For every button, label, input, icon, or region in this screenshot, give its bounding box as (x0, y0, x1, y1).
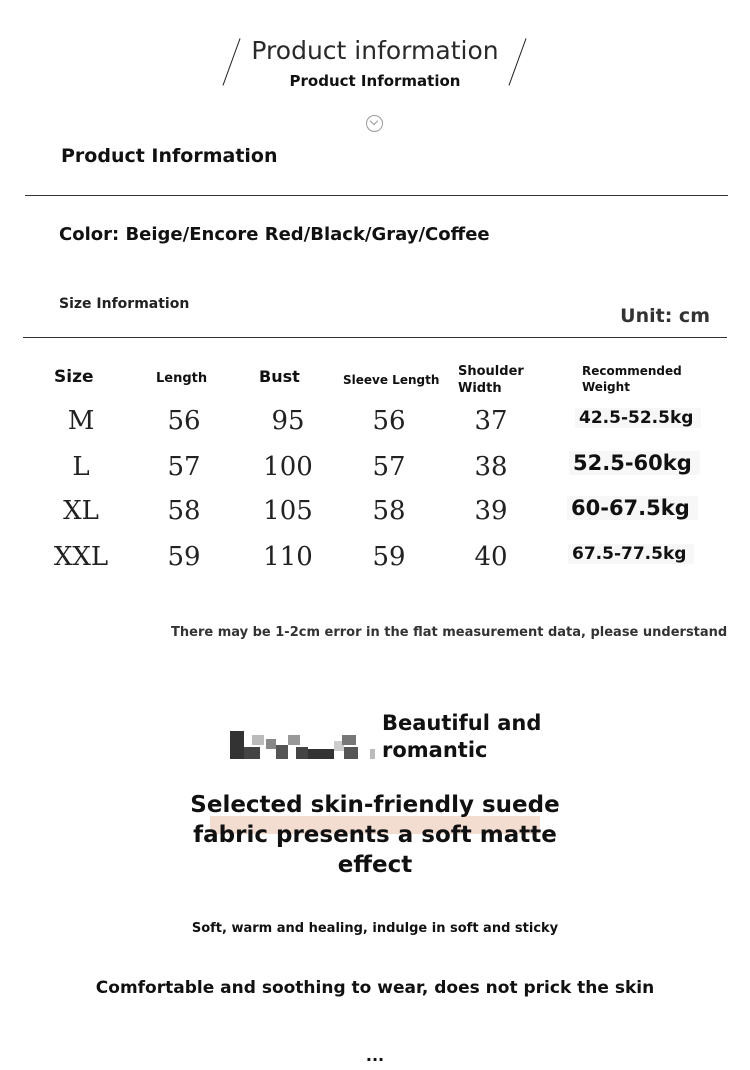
cell-weight: 60-67.5kg (567, 496, 698, 520)
ellipsis: ... (365, 1046, 385, 1065)
divider (25, 195, 728, 196)
section-heading: Product Information (61, 145, 278, 167)
cell-weight: 67.5-77.5kg (568, 544, 694, 564)
cell-bust: 100 (263, 452, 313, 482)
cell-weight: 52.5-60kg (569, 451, 700, 475)
cell-sleeve: 59 (372, 542, 406, 572)
cell-sleeve: 57 (372, 452, 406, 482)
cell-size: L (72, 452, 90, 482)
color-options: Color: Beige/Encore Red/Black/Gray/Coffee (59, 224, 490, 245)
page-title: Product information (251, 36, 499, 65)
column-header-sleeve-length: Sleeve Length (343, 373, 440, 387)
comfort-line: Comfortable and soothing to wear, does not prick the skin (95, 978, 655, 998)
feature-headline: Selected skin-friendly suede fabric presents a soft matte effect (190, 792, 560, 878)
cell-shoulder: 39 (474, 496, 508, 526)
cell-weight: 42.5-52.5kg (575, 408, 701, 428)
cell-bust: 95 (271, 406, 305, 436)
feature-subline: Soft, warm and healing, indulge in soft and sticky (191, 921, 559, 936)
size-info-label: Size Information (59, 296, 190, 312)
cell-shoulder: 38 (474, 452, 508, 482)
column-header-length: Length (156, 371, 208, 386)
column-header-recommended-weight: Recommended Weight (582, 364, 682, 394)
cell-length: 58 (167, 496, 201, 526)
cell-bust: 105 (263, 496, 313, 526)
cell-size: XXL (53, 542, 109, 572)
column-header-shoulder-width: Shoulder Width (458, 364, 524, 396)
tagline: Beautiful and romantic (382, 711, 542, 762)
chevron-down-circle-icon[interactable] (366, 115, 383, 132)
cell-length: 56 (167, 406, 201, 436)
column-header-size: Size (54, 367, 94, 387)
cell-bust: 110 (263, 542, 313, 572)
cell-shoulder: 40 (474, 542, 508, 572)
divider (23, 337, 727, 338)
cell-sleeve: 56 (372, 406, 406, 436)
unit-label: Unit: cm (620, 305, 710, 327)
cell-size: M (67, 406, 95, 436)
cell-shoulder: 37 (474, 406, 508, 436)
column-header-bust: Bust (259, 367, 300, 386)
page-subtitle: Product Information (289, 72, 461, 90)
pixelated-logo (230, 731, 380, 761)
cell-size: XL (63, 496, 99, 526)
measurement-note: There may be 1-2cm error in the flat measurement data, please understand (171, 625, 728, 640)
cell-length: 57 (167, 452, 201, 482)
cell-length: 59 (167, 542, 201, 572)
cell-sleeve: 58 (372, 496, 406, 526)
